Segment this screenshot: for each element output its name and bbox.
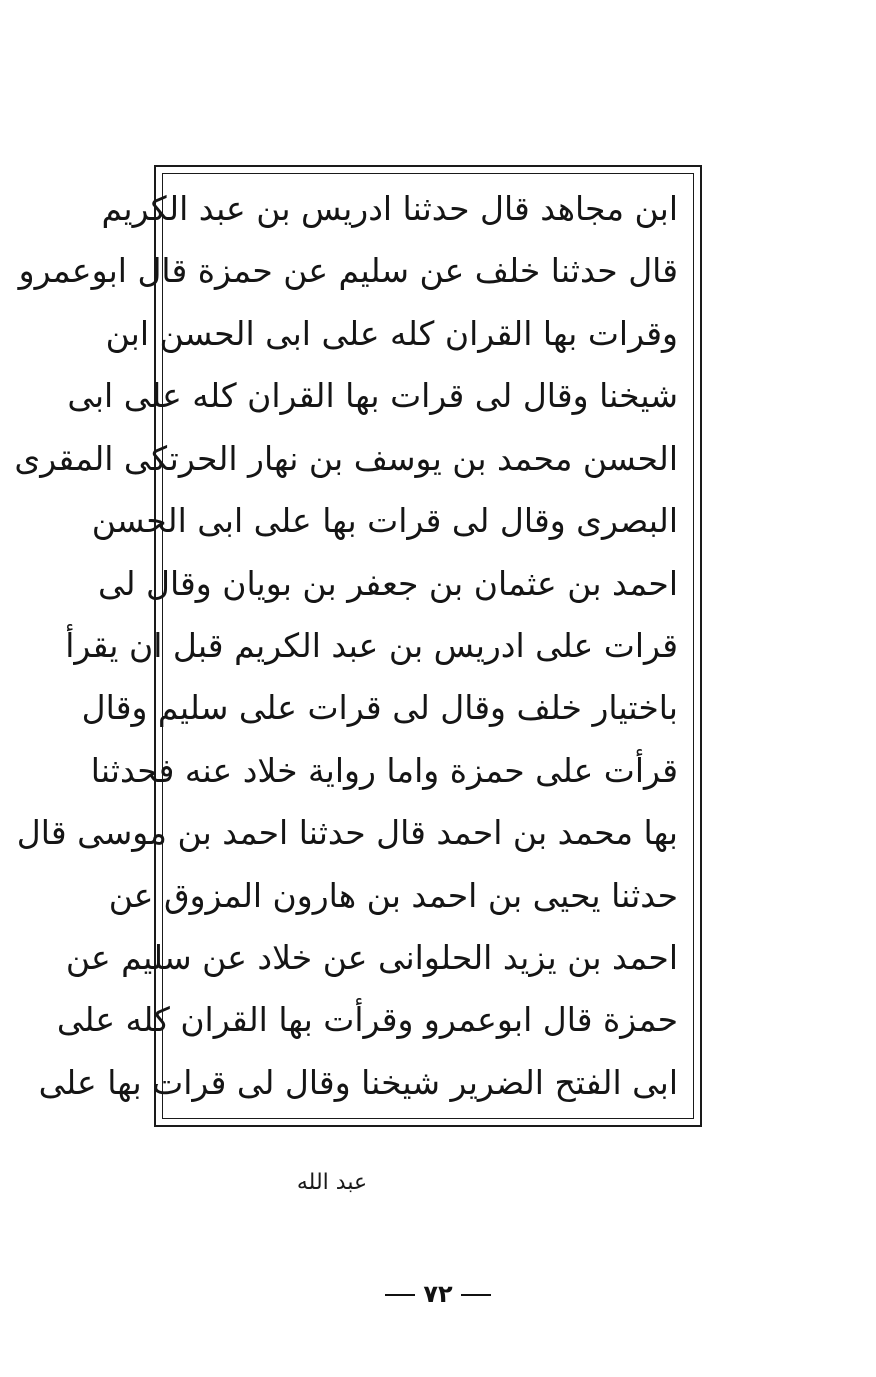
manuscript-line: باختيار خلف وقال لى قرات على سليم وقال <box>81 688 678 728</box>
page-number <box>0 1280 876 1308</box>
manuscript-line: قرأت على حمزة واما رواية خلاد عنه فحدثنا <box>90 750 678 790</box>
manuscript-line: احمد بن عثمان بن جعفر بن بويان وقال لى <box>97 563 678 603</box>
page-number-dash-right <box>461 1294 491 1296</box>
manuscript-line: وقرات بها القران كله على ابى الحسن ابن <box>105 313 678 353</box>
manuscript-line: ابن مجاهد قال حدثنا ادريس بن عبد الكريم <box>101 189 678 228</box>
page-number-value: ٧٢ <box>423 1280 453 1308</box>
manuscript-line: احمد بن يزيد الحلوانى عن خلاد عن سليم عن <box>65 938 678 978</box>
manuscript-line: الحسن محمد بن يوسف بن نهار الحرتكى المقرى <box>14 438 678 478</box>
manuscript-line: قال حدثنا خلف عن سليم عن حمزة قال ابوعمرو <box>18 251 678 291</box>
manuscript-line: قرات على ادريس بن عبد الكريم قبل ان يقرأ <box>65 625 678 665</box>
manuscript-line: البصرى وقال لى قرات بها على ابى الحسن <box>91 501 678 541</box>
manuscript-line: ابى الفتح الضرير شيخنا وقال لى قرات بها على <box>38 1062 678 1102</box>
catchword: عبد الله <box>296 1170 368 1195</box>
manuscript-line: حمزة قال ابوعمرو وقرأت بها القران كله على <box>56 1000 678 1040</box>
manuscript-line: حدثنا يحيى بن احمد بن هارون المزوق عن <box>108 875 678 915</box>
manuscript-text-block <box>14 187 678 1107</box>
manuscript-line: شيخنا وقال لى قرات بها القران كله على ابى <box>67 376 678 416</box>
text-frame <box>14 165 702 1127</box>
page-number-dash-left <box>385 1294 415 1296</box>
manuscript-line: بها محمد بن احمد قال حدثنا احمد بن موسى قال <box>16 813 678 853</box>
